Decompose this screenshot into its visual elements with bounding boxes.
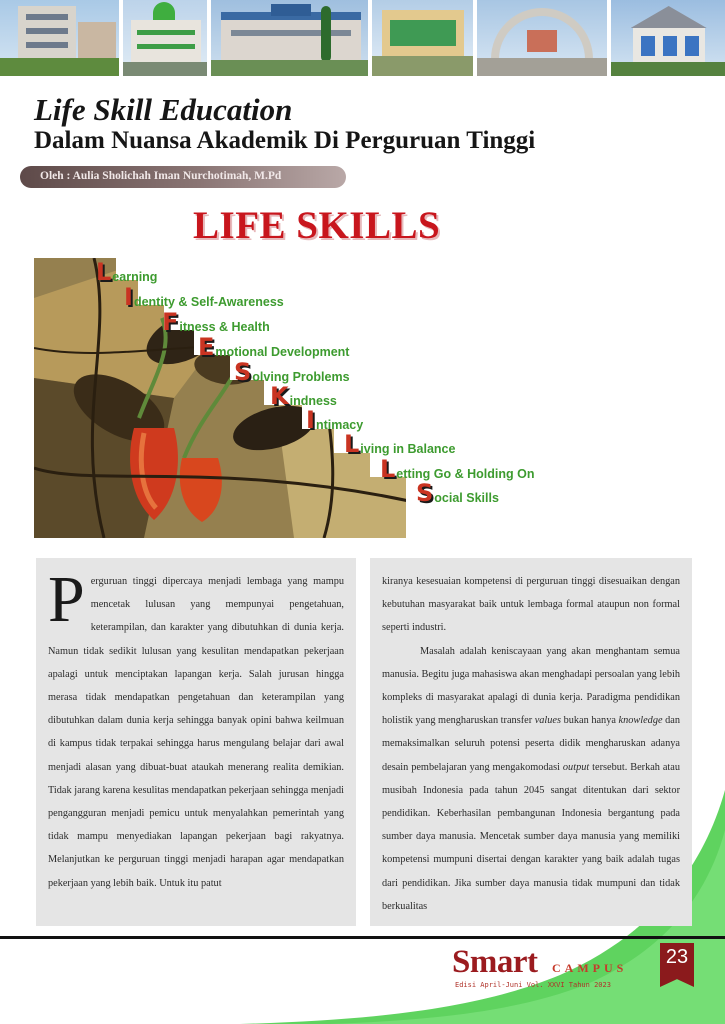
acrostic-letter: K	[270, 382, 289, 410]
campus-photo-strip	[0, 0, 725, 76]
acrostic-word: ntimacy	[315, 418, 364, 432]
acrostic-word: earning	[112, 270, 158, 284]
body-text-italic: output	[562, 761, 590, 773]
edition-line: Edisi April-Juni Vol. XXVI Tahun 2023	[455, 981, 611, 989]
author-byline: Oleh : Aulia Sholichah Iman Nurchotimah, M.Pd	[40, 170, 282, 182]
campus-photo-1	[0, 0, 119, 76]
figure-heading: LIFE SKILLS	[193, 204, 441, 247]
body-paragraph	[382, 640, 680, 918]
stained-glass-illustration	[34, 258, 440, 538]
body-paragraph: kiranya kesesuaian kompetensi di perguruan tinggi disesuaikan dengan kebutuhan masyarakat baik untuk lembaga formal ataupun non formal seperti industri.	[382, 576, 680, 634]
acrostic-letter: L	[344, 430, 360, 458]
campus-photo-4	[372, 0, 473, 76]
body-text: tersebut. Berkah atau musibah Indonesia pada tahun 2045 sangat ditentukan dari sektor pendidikan. Keberhasilan pembangunan Indonesia bergantung pada sumber daya manusia. Mencetak sumber daya manusia yang memiliki kompetensi mumpuni disertai dengan karakter yang baik adalah tugas dari pendidikan. Jika sumber daya manusia tidak mumpuni dan tidak berkualitas	[382, 761, 681, 912]
acrostic-letter: I	[124, 283, 133, 311]
body-text-italic: values	[534, 715, 562, 727]
magazine-logo-smart: Smart	[452, 944, 538, 980]
acrostic-word: indness	[289, 394, 337, 408]
campus-photo-3	[211, 0, 368, 76]
acrostic-word: itness & Health	[179, 320, 270, 334]
body-column-right	[370, 558, 692, 926]
campus-photo-2	[123, 0, 207, 76]
acrostic-word: dentity & Self-Awareness	[133, 295, 284, 309]
body-text: erguruan tinggi dipercaya menjadi lembaga yang mampu mencetak lulusan yang mempunyai pengetahuan, keterampilan, dan karakter yang dibutuhkan di dunia kerja. Namun tidak sedikit lulusan yang kesulitan mendapatkan pekerjaan apalagi untuk menciptakan lapangan kerja. Salah jurusan hingga merasa tidak mendapatkan pengetahuan dan keterampilan yang dibutuhkan dalam dunia kerja sehingga banyak opini bahwa keilmuan di kampus tidak terpakai sehingga harus mengulang belajar dari awal menjadi alasan yang dibuat-buat ataukah menerang realita demikian. Tidak jarang karena kesulitas mendapatkan pekerjaan sehingga menjadi pengangguran menjadi pemicu untuk menyalahkan pemerintah yang tidak mampu menyediakan lapangan pekerjaan bagi rakyatnya. Melanjutkan ke perguruan tinggi menjadi harapan agar mendapatkan pekerjaan yang lebih baik. Untuk itu patut	[48, 576, 344, 889]
body-text: Masalah adalah keniscayaan yang akan menghantam semua manusia. Begitu juga mahasiswa akan menghadapi persoalan yang lebih kompleks di masyarakat apalagi di dunia kerja. Paradigma pendidikan holistik yang mengharuskan transfer	[382, 645, 680, 727]
footer-rule	[0, 936, 725, 939]
acrostic-word: etting Go & Holding On	[396, 467, 535, 481]
magazine-logo-campus: CAMPUS	[552, 961, 628, 975]
acrostic-word: iving in Balance	[360, 442, 456, 456]
acrostic-letter: L	[96, 258, 112, 286]
campus-photo-5	[477, 0, 606, 76]
body-column-left	[36, 558, 356, 926]
acrostic-letter: L	[380, 455, 396, 483]
acrostic-letter: S	[416, 479, 434, 507]
acrostic-letter: E	[198, 333, 215, 361]
acrostic-word: motional Development	[215, 345, 350, 359]
body-paragraph	[48, 563, 344, 895]
body-text: bukan hanya	[561, 715, 619, 727]
acrostic-letter: F	[162, 308, 179, 336]
acrostic-letter: I	[306, 406, 315, 434]
campus-photo-6	[611, 0, 725, 76]
drop-cap: P	[48, 563, 85, 636]
body-text-italic: knowledge	[618, 715, 663, 727]
acrostic-word: olving Problems	[252, 370, 350, 384]
article-subtitle: Dalam Nuansa Akademik Di Perguruan Tinggi	[34, 127, 536, 154]
article-title: Life Skill Education	[34, 92, 293, 127]
acrostic-word: ocial Skills	[434, 491, 499, 505]
body-text: dan memaksimalkan seluruh potensi peserta didik mengharuskan adanya desain pembelajaran yang mengakomodasi	[382, 715, 680, 773]
page-number: 23	[665, 946, 689, 968]
acrostic-letter: S	[234, 358, 252, 386]
